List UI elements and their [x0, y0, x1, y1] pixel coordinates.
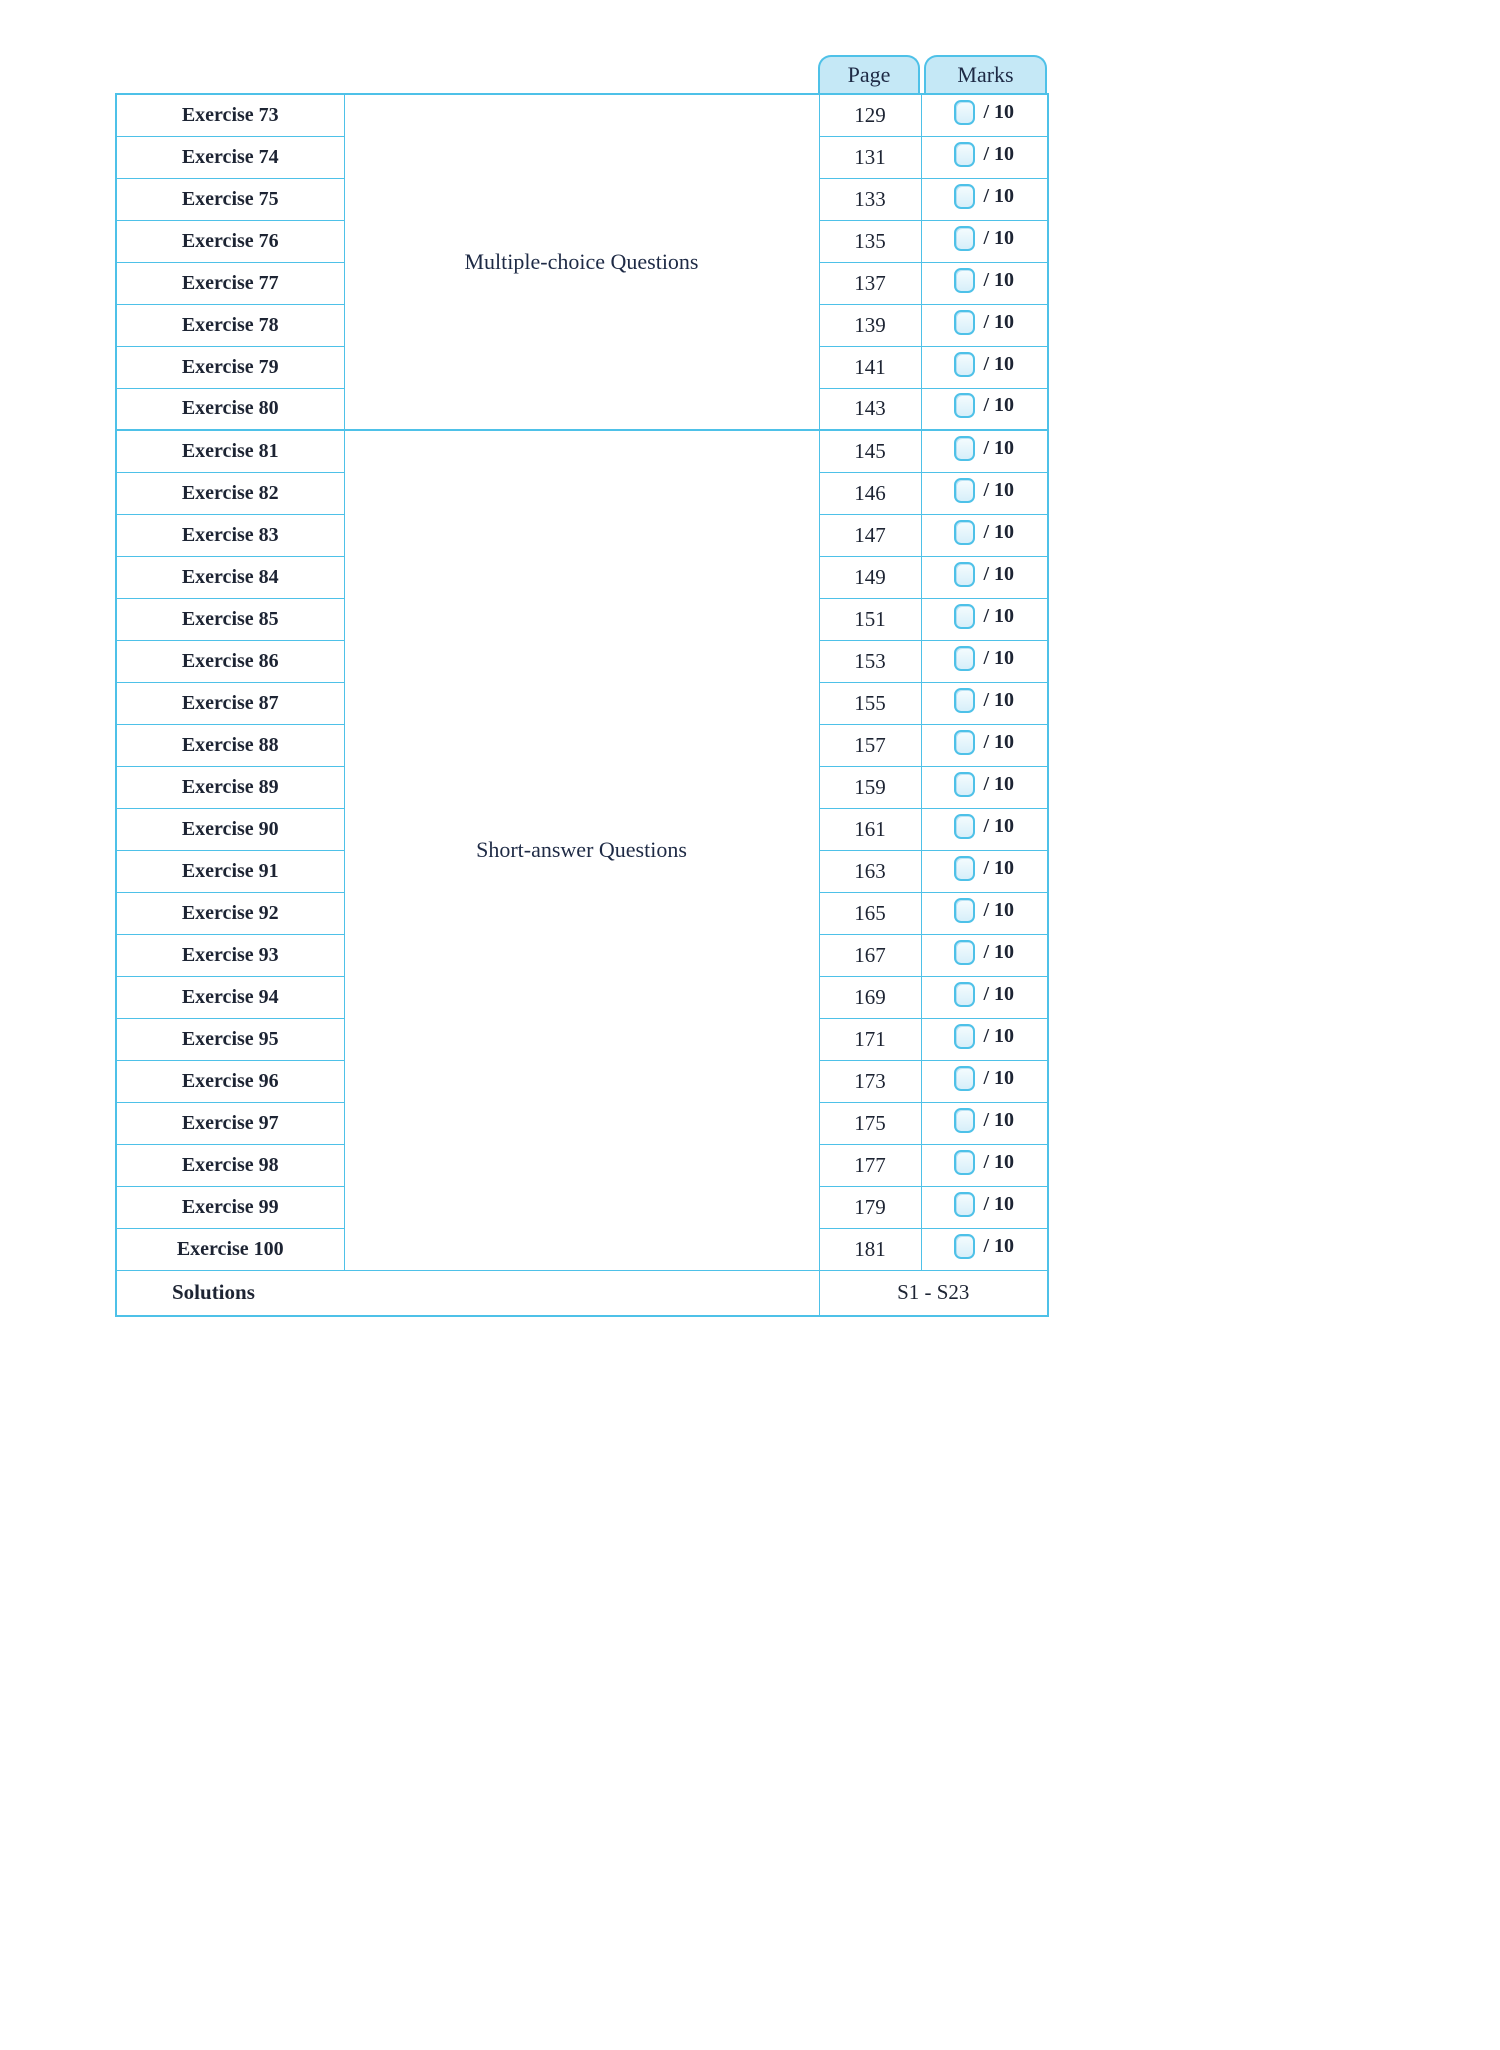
- marks-denominator: / 10: [983, 604, 1015, 627]
- marks-entry: [954, 142, 1014, 167]
- page-number: 133: [819, 178, 921, 220]
- page-number: 146: [819, 472, 921, 514]
- marks-input-box[interactable]: [954, 268, 975, 293]
- marks-entry: [954, 184, 1014, 209]
- marks-denominator: / 10: [983, 142, 1015, 165]
- exercise-label: Exercise 97: [116, 1102, 344, 1144]
- marks-input-box[interactable]: [954, 688, 975, 713]
- marks-input-box[interactable]: [954, 772, 975, 797]
- marks-entry: [954, 310, 1014, 335]
- marks-input-box[interactable]: [954, 730, 975, 755]
- column-header-tabs: [115, 55, 1047, 93]
- marks-entry: [954, 1234, 1014, 1259]
- marks-cell: [921, 1102, 1048, 1144]
- table-row: [116, 430, 1048, 472]
- exercise-label: Exercise 95: [116, 1018, 344, 1060]
- marks-denominator: / 10: [983, 940, 1015, 963]
- marks-entry: [954, 604, 1014, 629]
- marks-denominator: / 10: [983, 898, 1015, 921]
- solutions-page-range: S1 - S23: [819, 1270, 1048, 1316]
- marks-input-box[interactable]: [954, 982, 975, 1007]
- marks-entry: [954, 1066, 1014, 1091]
- exercise-label: Exercise 76: [116, 220, 344, 262]
- marks-entry: [954, 520, 1014, 545]
- marks-input-box[interactable]: [954, 520, 975, 545]
- marks-input-box[interactable]: [954, 1066, 975, 1091]
- marks-cell: [921, 934, 1048, 976]
- marks-cell: [921, 472, 1048, 514]
- exercise-label: Exercise 77: [116, 262, 344, 304]
- page-number: 171: [819, 1018, 921, 1060]
- marks-denominator: / 10: [983, 562, 1015, 585]
- exercise-label: Exercise 74: [116, 136, 344, 178]
- marks-cell: [921, 220, 1048, 262]
- page-number: 179: [819, 1186, 921, 1228]
- page-number: 173: [819, 1060, 921, 1102]
- exercise-label: Exercise 87: [116, 682, 344, 724]
- marks-cell: [921, 178, 1048, 220]
- exercise-label: Exercise 90: [116, 808, 344, 850]
- marks-cell: [921, 1186, 1048, 1228]
- marks-entry: [954, 562, 1014, 587]
- marks-cell: [921, 724, 1048, 766]
- marks-entry: [954, 436, 1014, 461]
- page-number: 155: [819, 682, 921, 724]
- page-number: 181: [819, 1228, 921, 1270]
- marks-denominator: / 10: [983, 1192, 1015, 1215]
- marks-denominator: / 10: [983, 310, 1015, 333]
- marks-entry: [954, 226, 1014, 251]
- marks-denominator: / 10: [983, 688, 1015, 711]
- page-number: 167: [819, 934, 921, 976]
- page-number: 141: [819, 346, 921, 388]
- marks-cell: [921, 976, 1048, 1018]
- exercise-label: Exercise 99: [116, 1186, 344, 1228]
- marks-denominator: / 10: [983, 646, 1015, 669]
- table-row: [116, 94, 1048, 136]
- marks-cell: [921, 388, 1048, 430]
- page-number: 137: [819, 262, 921, 304]
- exercise-label: Exercise 78: [116, 304, 344, 346]
- marks-denominator: / 10: [983, 394, 1015, 417]
- marks-input-box[interactable]: [954, 352, 975, 377]
- marks-denominator: / 10: [983, 1150, 1015, 1173]
- marks-input-box[interactable]: [954, 1192, 975, 1217]
- marks-entry: [954, 730, 1014, 755]
- exercise-label: Exercise 91: [116, 850, 344, 892]
- marks-denominator: / 10: [983, 352, 1015, 375]
- marks-cell: [921, 766, 1048, 808]
- page-number: 165: [819, 892, 921, 934]
- page-number: 159: [819, 766, 921, 808]
- page-number: 169: [819, 976, 921, 1018]
- marks-input-box[interactable]: [954, 184, 975, 209]
- exercise-label: Exercise 79: [116, 346, 344, 388]
- exercise-label: Exercise 92: [116, 892, 344, 934]
- page-number: 177: [819, 1144, 921, 1186]
- marks-input-box[interactable]: [954, 940, 975, 965]
- marks-entry: [954, 856, 1014, 881]
- exercise-label: Exercise 93: [116, 934, 344, 976]
- exercise-label: Exercise 81: [116, 430, 344, 472]
- marks-denominator: / 10: [983, 520, 1015, 543]
- marks-denominator: / 10: [983, 184, 1015, 207]
- exercise-label: Exercise 82: [116, 472, 344, 514]
- page-number: 149: [819, 556, 921, 598]
- marks-cell: [921, 682, 1048, 724]
- marks-entry: [954, 688, 1014, 713]
- section-label: Multiple-choice Questions: [344, 94, 819, 430]
- marks-cell: [921, 94, 1048, 136]
- page-number: 161: [819, 808, 921, 850]
- marks-cell: [921, 1060, 1048, 1102]
- page-number: 145: [819, 430, 921, 472]
- marks-cell: [921, 514, 1048, 556]
- marks-input-box[interactable]: [954, 1234, 975, 1259]
- marks-input-box[interactable]: [954, 814, 975, 839]
- marks-input-box[interactable]: [954, 393, 975, 418]
- page-number: 139: [819, 304, 921, 346]
- marks-denominator: / 10: [983, 772, 1015, 795]
- exercise-label: Exercise 94: [116, 976, 344, 1018]
- marks-input-box[interactable]: [954, 646, 975, 671]
- marks-cell: [921, 1144, 1048, 1186]
- section-label: Short-answer Questions: [344, 430, 819, 1270]
- marks-input-box[interactable]: [954, 856, 975, 881]
- exercise-label: Exercise 83: [116, 514, 344, 556]
- exercise-label: Exercise 73: [116, 94, 344, 136]
- marks-entry: [954, 1192, 1014, 1217]
- marks-entry: [954, 100, 1014, 125]
- marks-entry: [954, 814, 1014, 839]
- page-number: 135: [819, 220, 921, 262]
- exercise-label: Exercise 84: [116, 556, 344, 598]
- marks-entry: [954, 1108, 1014, 1133]
- page-column-header: Page: [818, 55, 920, 93]
- exercise-label: Exercise 85: [116, 598, 344, 640]
- marks-cell: [921, 598, 1048, 640]
- exercise-label: Exercise 75: [116, 178, 344, 220]
- marks-input-box[interactable]: [954, 142, 975, 167]
- marks-cell: [921, 850, 1048, 892]
- marks-input-box[interactable]: [954, 226, 975, 251]
- page-number: 153: [819, 640, 921, 682]
- marks-cell: [921, 1018, 1048, 1060]
- marks-cell: [921, 262, 1048, 304]
- marks-entry: [954, 268, 1014, 293]
- marks-input-box[interactable]: [954, 1150, 975, 1175]
- marks-cell: [921, 304, 1048, 346]
- marks-input-box[interactable]: [954, 310, 975, 335]
- marks-denominator: / 10: [983, 226, 1015, 249]
- marks-denominator: / 10: [983, 268, 1015, 291]
- marks-entry: [954, 646, 1014, 671]
- marks-column-header: Marks: [924, 55, 1047, 93]
- exercise-label: Exercise 86: [116, 640, 344, 682]
- marks-entry: [954, 772, 1014, 797]
- marks-entry: [954, 1024, 1014, 1049]
- marks-denominator: / 10: [983, 478, 1015, 501]
- marks-cell: [921, 1228, 1048, 1270]
- marks-denominator: / 10: [983, 856, 1015, 879]
- marks-cell: [921, 556, 1048, 598]
- marks-cell: [921, 892, 1048, 934]
- exercise-label: Exercise 96: [116, 1060, 344, 1102]
- page-number: 157: [819, 724, 921, 766]
- page-number: 131: [819, 136, 921, 178]
- marks-entry: [954, 352, 1014, 377]
- marks-denominator: / 10: [983, 982, 1015, 1005]
- marks-entry: [954, 393, 1014, 418]
- marks-denominator: / 10: [983, 730, 1015, 753]
- marks-entry: [954, 982, 1014, 1007]
- marks-denominator: / 10: [983, 814, 1015, 837]
- marks-input-box[interactable]: [954, 436, 975, 461]
- marks-denominator: / 10: [983, 100, 1015, 123]
- page-number: 143: [819, 388, 921, 430]
- exercise-label: Exercise 88: [116, 724, 344, 766]
- solutions-label: Solutions: [116, 1270, 819, 1316]
- marks-denominator: / 10: [983, 1234, 1015, 1257]
- marks-entry: [954, 478, 1014, 503]
- exercise-label: Exercise 80: [116, 388, 344, 430]
- page-number: 147: [819, 514, 921, 556]
- exercise-label: Exercise 89: [116, 766, 344, 808]
- contents-sheet: [115, 55, 1047, 1317]
- marks-denominator: / 10: [983, 1066, 1015, 1089]
- marks-input-box[interactable]: [954, 478, 975, 503]
- marks-entry: [954, 940, 1014, 965]
- marks-input-box[interactable]: [954, 562, 975, 587]
- exercise-label: Exercise 100: [116, 1228, 344, 1270]
- page-number: 163: [819, 850, 921, 892]
- marks-cell: [921, 640, 1048, 682]
- marks-denominator: / 10: [983, 1024, 1015, 1047]
- marks-cell: [921, 808, 1048, 850]
- marks-cell: [921, 430, 1048, 472]
- marks-denominator: / 10: [983, 436, 1015, 459]
- marks-cell: [921, 346, 1048, 388]
- marks-input-box[interactable]: [954, 1108, 975, 1133]
- page-number: 151: [819, 598, 921, 640]
- page-number: 175: [819, 1102, 921, 1144]
- marks-cell: [921, 136, 1048, 178]
- exercise-contents-table: [115, 93, 1049, 1317]
- marks-entry: [954, 898, 1014, 923]
- marks-input-box[interactable]: [954, 898, 975, 923]
- marks-input-box[interactable]: [954, 1024, 975, 1049]
- marks-input-box[interactable]: [954, 604, 975, 629]
- exercise-label: Exercise 98: [116, 1144, 344, 1186]
- marks-input-box[interactable]: [954, 100, 975, 125]
- marks-denominator: / 10: [983, 1108, 1015, 1131]
- marks-entry: [954, 1150, 1014, 1175]
- page-number: 129: [819, 94, 921, 136]
- solutions-row: [116, 1270, 1048, 1316]
